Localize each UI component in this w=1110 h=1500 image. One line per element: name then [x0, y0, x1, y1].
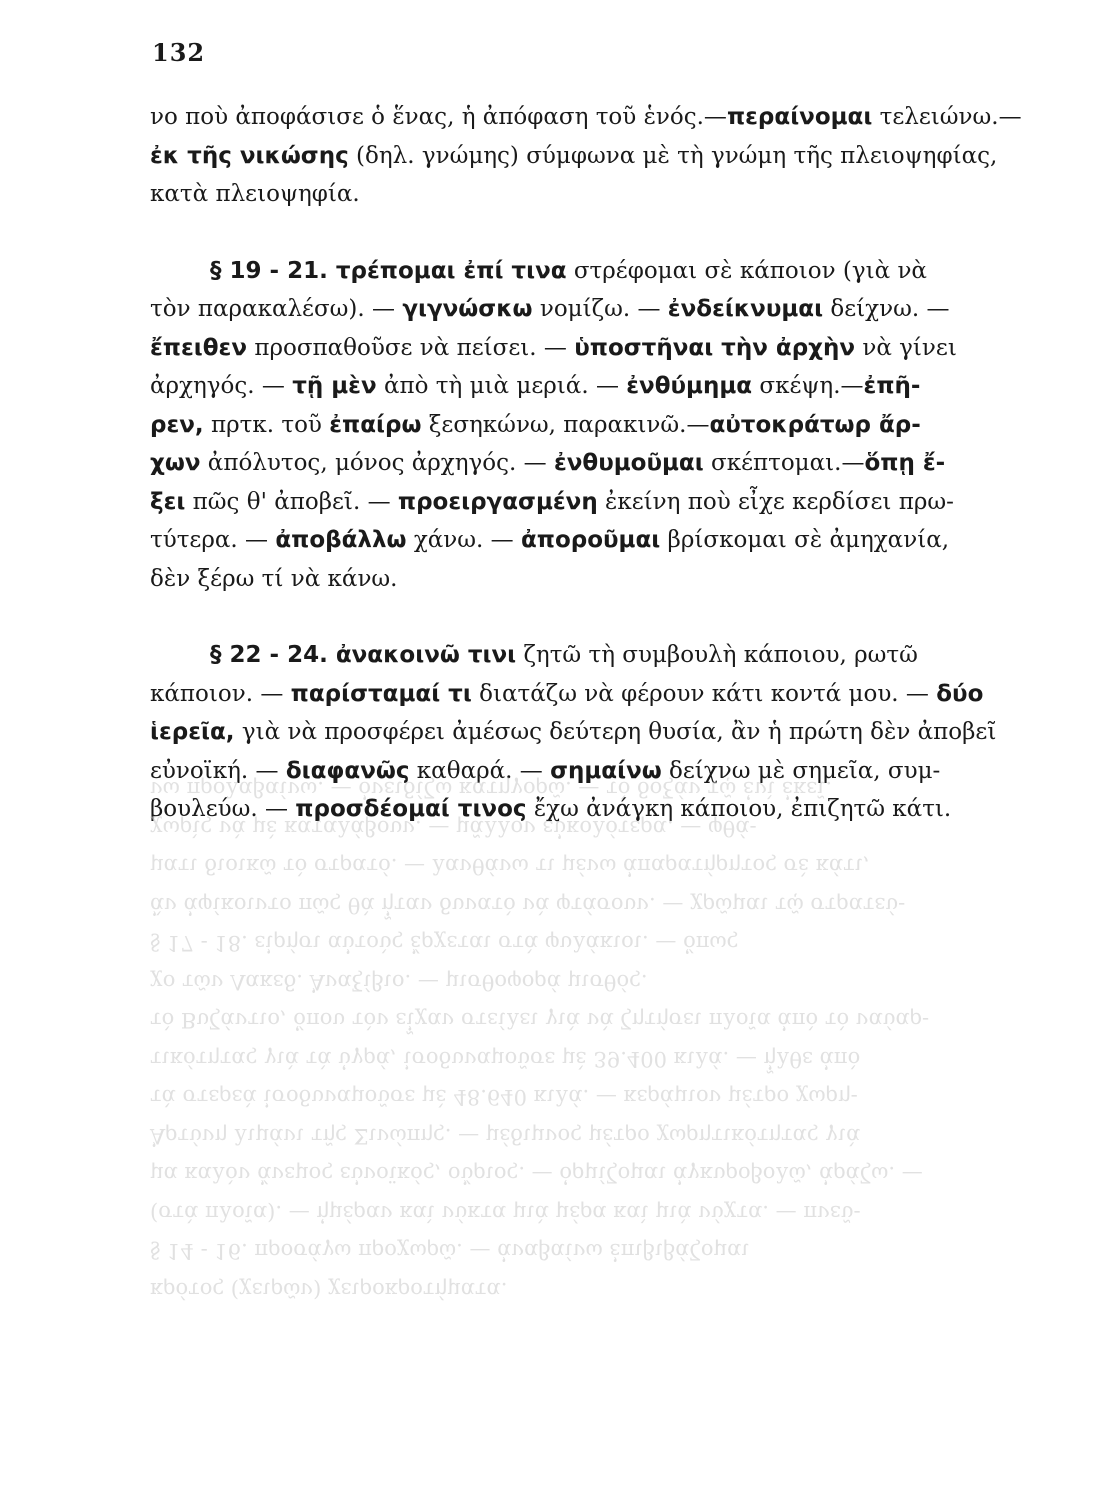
headword: § 19 - 21. τρέπομαι ἐπί τινα — [210, 257, 567, 284]
gloss-text: βρίσκομαι σὲ ἀμηχανία, — [660, 527, 950, 553]
text-line — [150, 367, 1020, 406]
gloss-text: προσπαθοῦσε νὰ πείσει. — — [247, 334, 575, 361]
bleed-through-line: τὰ στερεὰ ἰσοδυναμοῦσε μὲ 48.640 κιλά. — κεράμιον μέτρο χωρη- — [150, 1085, 858, 1110]
text-line — [150, 252, 1020, 291]
bleed-through-line: τικότητας γιὰ τὰ ὑγρά, ἰσοδυναμοῦσε μὲ 39.400 κιλά. — ἦλθε ἀπὸ — [150, 1047, 861, 1071]
headword: ρεν, — [150, 411, 204, 438]
gloss-text: εὐνοϊκή. — — [150, 757, 286, 784]
headword: ἐνδείκνυμαι — [667, 296, 824, 322]
gloss-text: γιὰ νὰ προσφέρει ἀμέσως δεύτερη θυσία, ἂν ἡ πρώτη δὲν ἀποβεῖ — [234, 719, 997, 745]
headword: αὐτοκράτωρ ἄρ- — [709, 411, 921, 438]
headword: τῇ μὲν — [292, 373, 377, 399]
text-line — [150, 406, 1020, 445]
headword: ὑποστῆναι τὴν ἀρχὴν — [574, 334, 856, 361]
headword: χων — [150, 450, 201, 476]
gloss-text: χάνω. — — [406, 527, 521, 553]
text-line — [150, 675, 1020, 714]
headword: ἀποβάλλω — [275, 527, 407, 553]
text-line — [150, 290, 1020, 329]
text-line — [150, 560, 1020, 599]
gloss-text: (δηλ. γνώμης) σύμφωνα μὲ τὴ γνώμη τῆς πλειοψηφίας, — [348, 142, 998, 169]
headword: παρίσταμαί τι — [290, 680, 472, 707]
headword: προειργασμένη — [397, 488, 598, 515]
bleed-through-line: κρότος (χειρῶν) χειροκροτήματα. — [150, 1278, 508, 1302]
gloss-text: ἀρχηγός. — — [150, 373, 293, 399]
gloss-text: νο ποὺ ἀποφάσισε ὁ ἕνας, ἡ ἀπόφαση τοῦ ἑνός.— — [150, 104, 727, 130]
gloss-text: δείχνω μὲ σημεῖα, συμ- — [661, 757, 941, 784]
bleed-through-line: νω προλαβαίνω. — ὀνειδίζω κατηγορῶ. — τὸ δοξάν τῷ ἑνὶ ἐκεῖ. — [150, 777, 833, 802]
text-line — [150, 98, 1020, 137]
gloss-text: ἐκείνη ποὺ εἶχε κερδίσει πρω- — [597, 488, 954, 515]
headword: § 22 - 24. ἀνακοινῶ τινι — [210, 642, 517, 668]
headword: γιγνώσκω — [402, 296, 533, 322]
page-number: 132 — [152, 38, 206, 67]
headword: ἐνθυμοῦμαι — [553, 450, 704, 476]
headword: ξει — [150, 488, 186, 515]
headword: προσδέομαί τινος — [295, 796, 527, 822]
headword: σημαίνω — [550, 757, 662, 784]
paragraph-gap — [150, 598, 1020, 636]
bleed-through-line: μα καλὸν ἄνεμος εὐνοϊκός, οὔριος. — ὁρμίζομαι ἀγκυροβολῶ, ἀράζω. — — [150, 1162, 923, 1187]
headword: ἐκ τῆς νικώσης — [150, 142, 349, 169]
bleed-through-line: χο τῶν Λακεδ. Ἀναξίβιο. — μισθοφορά μισθός. — [150, 970, 648, 994]
bleed-through-line: ἂν ἀφίκοιντο πῶς θὰ ἦταν δυνατὸ νὰ φτάσουν. — χρῶμαι τῷ στρατεύ- — [150, 893, 906, 917]
headword: ἔπειθεν — [150, 334, 248, 361]
text-line — [150, 483, 1020, 522]
gloss-text: σκέψη.— — [752, 373, 864, 399]
headword: ὅπῃ ἔ- — [864, 450, 946, 476]
gloss-text: πρτκ. τοῦ — [203, 411, 330, 438]
bleed-through-line: § 17 - 18. εἰρήσι αὐτοὺς ἔρχεται στὰ φυλάκιοι. — ὅπως — [150, 931, 739, 956]
gloss-text: τύτερα. — — [150, 527, 276, 553]
bleed-through-text — [150, 770, 1020, 1309]
paragraph — [150, 98, 1020, 214]
gloss-text: νομίζω. — — [532, 296, 668, 322]
glossary-text — [150, 98, 1020, 829]
gloss-text: ἀπὸ τὴ μιὰ μεριά. — — [376, 373, 627, 399]
headword: ἐπαίρω — [329, 411, 422, 438]
bleed-through-line: Ἀρτύνη λιμάνι τῆς Σινώπης. — μέδιμνος μέτρο χωρητικότητας γιὰ — [150, 1124, 861, 1148]
text-line — [150, 713, 1020, 752]
paragraph — [150, 252, 1020, 599]
text-line — [150, 137, 1020, 176]
headword: περαίνομαι — [726, 104, 873, 130]
bleed-through-line: § 14 - 16. προσάγω προχωρῶ. — ἀναβαίνω ἐπιβιβάζομαι — [150, 1239, 750, 1264]
text-line — [150, 329, 1020, 368]
bleed-through-line: (στὰ πλοῖα). — ἡμέραν καὶ νύκτα μιὰ μέρα καὶ μιὰ νύχτα. — πνεῦ- — [150, 1201, 861, 1225]
gloss-text: πῶς θ' ἀποβεῖ. — — [185, 488, 398, 515]
gloss-text: βουλεύω. — — [150, 796, 296, 822]
text-line — [150, 636, 1020, 675]
gloss-text: ζητῶ τὴ συμβουλὴ κάποιου, ρωτῶ — [516, 642, 918, 668]
gloss-text: καθαρά. — — [409, 757, 551, 784]
paragraph-gap — [150, 214, 1020, 252]
headword: δύο — [936, 680, 984, 707]
headword: διαφανῶς — [285, 757, 410, 784]
gloss-text: νὰ γίνει — [855, 334, 957, 361]
bleed-through-line: τὸ Βυζάντιο, ὅπου τὸν εἶχαν στείλει γιὰ νὰ ζητήσει πλοῖα ἀπὸ τὸ ναύαρ- — [150, 1008, 930, 1033]
gloss-text: ἀπόλυτος, μόνος ἀρχηγός. — — [200, 450, 554, 476]
gloss-text: δὲν ξέρω τί νὰ κάνω. — [150, 565, 398, 592]
headword: ἐνθύμημα — [626, 373, 753, 399]
gloss-text: κάποιον. — — [150, 680, 291, 707]
headword: ἱερεῖα, — [150, 719, 235, 745]
gloss-text: τελειώνω.— — [872, 104, 1022, 130]
text-line — [150, 521, 1020, 560]
bleed-through-line: ματι διοικῶ τὸ στρατό. — λανθάνω τι μένω ἀπαρατήρητος σὲ κάτι, — [150, 854, 870, 879]
text-line — [150, 175, 1020, 214]
headword: ἐπῆ- — [863, 373, 921, 399]
gloss-text: διατάζω νὰ φέρουν κάτι κοντά μου. — — [471, 680, 937, 707]
gloss-text: δείχνω. — — [823, 296, 950, 322]
gloss-text: στρέφομαι σὲ κάποιον (γιὰ νὰ — [566, 257, 927, 284]
gloss-text: τὸν παρακαλέσω). — — [150, 296, 403, 322]
gloss-text: κατὰ πλειοψηφία. — [150, 181, 360, 207]
text-line — [150, 444, 1020, 483]
headword: ἀποροῦμαι — [520, 527, 661, 553]
gloss-text: ξεσηκώνω, παρακινῶ.— — [421, 411, 710, 438]
gloss-text: ἔχω ἀνάγκη κάποιου, ἐπιζητῶ κάτι. — [526, 796, 952, 822]
gloss-text: σκέπτομαι.— — [703, 450, 865, 476]
bleed-through-line: χωρὶς νὰ μὲ καταλάβουν. — μᾶλλον εὐκολότερα. — φθά- — [150, 816, 757, 840]
